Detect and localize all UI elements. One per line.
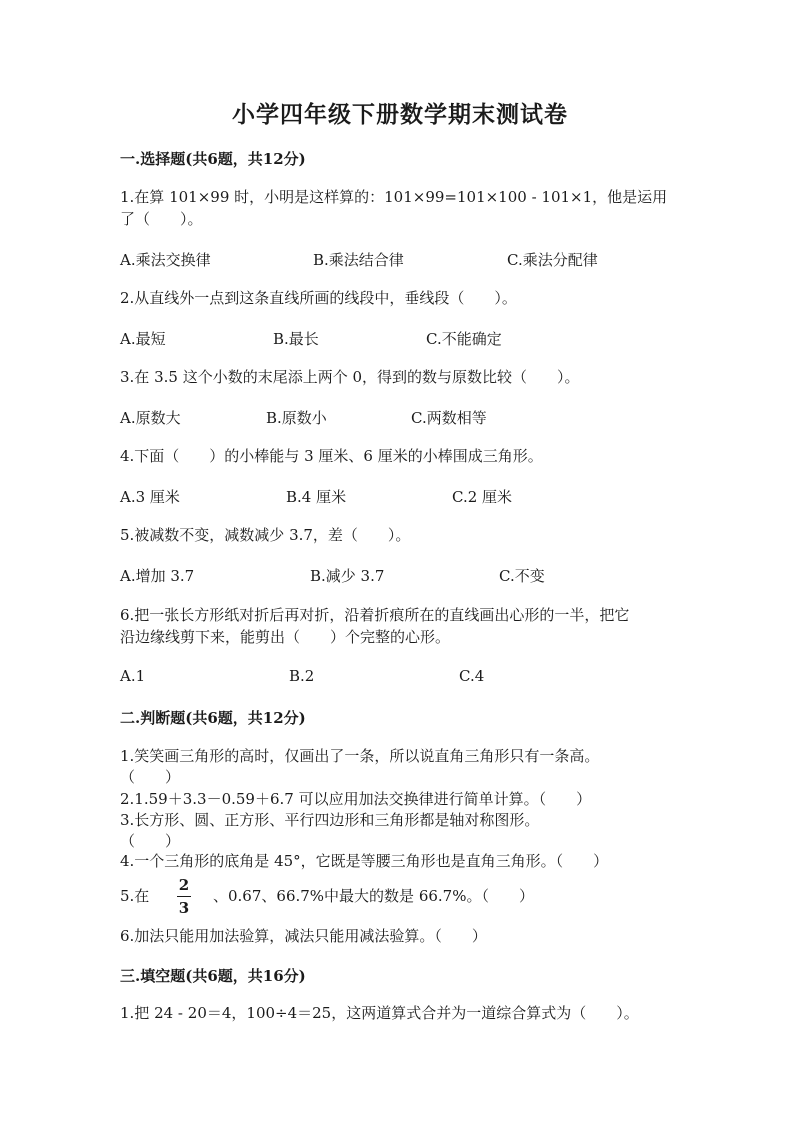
option-a: A.最短 <box>120 330 166 348</box>
answer-blank: （ ） <box>120 768 181 786</box>
question-text: 6.把一张长方形纸对折后再对折，沿着折痕所在的直线画出心形的一半，把它 <box>120 606 630 624</box>
question-text: 5.在 <box>120 887 150 905</box>
question-text: 3.长方形、圆、正方形、平行四边形和三角形都是轴对称图形。 <box>120 811 540 829</box>
option-c: C.2 厘米 <box>452 488 513 506</box>
option-b: B.减少 3.7 <box>310 567 385 585</box>
fraction <box>177 876 191 917</box>
question-text: 4.一个三角形的底角是 45°，它既是等腰三角形也是直角三角形。（ ） <box>120 852 609 870</box>
question-text: 2.从直线外一点到这条直线所画的线段中，垂线段（ ）。 <box>120 289 517 307</box>
question-text: 1.把 24 - 20＝4，100÷4＝25，这两道算式合并为一道综合算式为（ ）。 <box>120 1004 639 1022</box>
answer-blank: （ ） <box>120 832 181 850</box>
option-c: C.4 <box>459 667 485 685</box>
option-b: B.最长 <box>273 330 319 348</box>
section-heading-choice: 一.选择题(共6题，共12分) <box>120 150 306 168</box>
fraction-numerator: 2 <box>178 876 190 894</box>
option-a: A.增加 3.7 <box>120 567 195 585</box>
question-text: 4.下面（ ）的小棒能与 3 厘米、6 厘米的小棒围成三角形。 <box>120 447 543 465</box>
section-heading-judge: 二.判断题(共6题，共12分) <box>120 709 306 727</box>
question-text: 1.在算 101×99 时，小明是这样算的：101×99=101×100 - 101×1，他是运用 <box>120 188 668 206</box>
question-text: 6.加法只能用加法验算，减法只能用减法验算。（ ） <box>120 927 487 945</box>
fraction-denominator: 3 <box>178 899 190 917</box>
question-text: 3.在 3.5 这个小数的末尾添上两个 0，得到的数与原数比较（ ）。 <box>120 368 580 386</box>
question-text: 2.1.59＋3.3－0.59＋6.7 可以应用加法交换律进行简单计算。（ ） <box>120 790 592 808</box>
question-text: 、0.67、66.7%中最大的数是 66.7%。（ ） <box>213 887 534 905</box>
option-c: C.不能确定 <box>426 330 502 348</box>
option-c: C.不变 <box>499 567 545 585</box>
section-heading-fill: 三.填空题(共6题，共16分) <box>120 967 306 985</box>
option-c: C.两数相等 <box>411 409 487 427</box>
question-text: 了（ ）。 <box>120 210 203 228</box>
option-a: A.1 <box>120 667 146 685</box>
option-b: B.原数小 <box>266 409 327 427</box>
option-b: B.乘法结合律 <box>313 251 404 269</box>
fraction-bar <box>177 896 191 897</box>
question-text: 5.被减数不变，减数减少 3.7，差（ ）。 <box>120 526 411 544</box>
option-a: A.原数大 <box>120 409 181 427</box>
question-text: 沿边缘线剪下来，能剪出（ ）个完整的心形。 <box>120 628 451 646</box>
option-b: B.4 厘米 <box>286 488 347 506</box>
option-a: A.3 厘米 <box>120 488 180 506</box>
question-text: 1.笑笑画三角形的高时，仅画出了一条，所以说直角三角形只有一条高。 <box>120 747 600 765</box>
option-c: C.乘法分配律 <box>507 251 598 269</box>
option-b: B.2 <box>289 667 315 685</box>
page-title: 小学四年级下册数学期末测试卷 <box>232 101 568 128</box>
option-a: A.乘法交换律 <box>120 251 211 269</box>
